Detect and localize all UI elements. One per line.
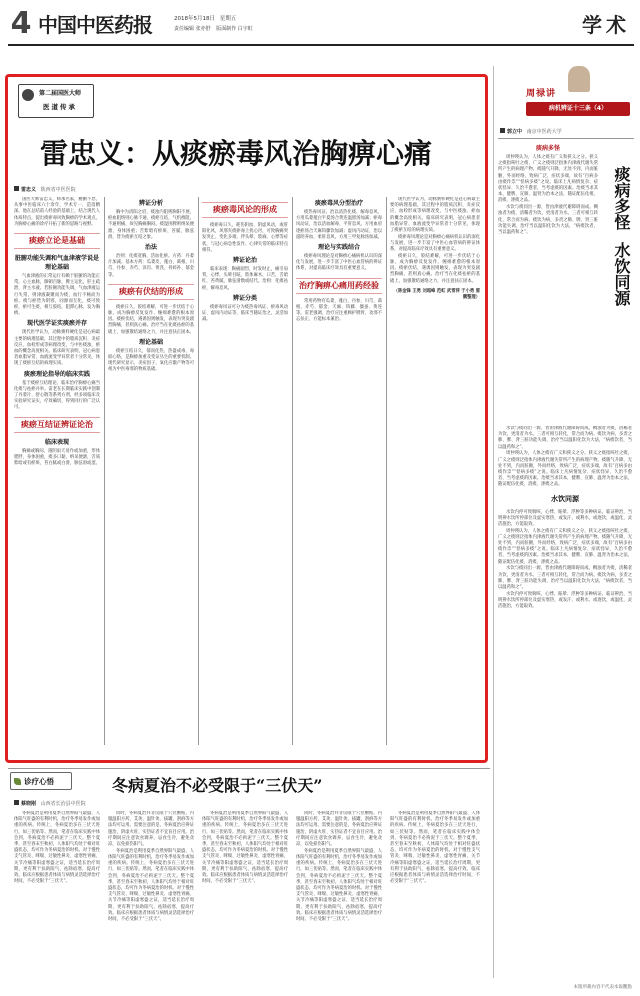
feature-col-1 xyxy=(14,197,100,745)
body-paragraph: 痰瘀互结日久，郁而化热，热盛成毒，毒损心络，是胸痹加重及变证丛生的重要机制。现代研究显示，炎症因子、氧化应激产物等可视为中医毒邪的物质基础。 xyxy=(108,348,194,373)
feature-col-5 xyxy=(390,197,480,745)
author-affiliation: 陕西省中医医院 xyxy=(40,187,76,193)
bottom-col-2 xyxy=(108,811,194,979)
subhead-2a: 临床表现 xyxy=(44,438,69,446)
editor: 责任编辑 张亦舒 xyxy=(174,26,211,32)
column-rule xyxy=(104,197,105,745)
body-paragraph: 冬病夏治是利用夏季自然界阳气最盛、人体阳气旺盛的有利时机，治疗冬季易发作或加重的疾病。传统上，冬病夏治多在三伏天进行，如三伏贴等。然而，笔者在临床实践中体会到，冬病夏治不必拘泥于三伏天。整个夏季，甚至春末至秋初，人体阳气均处于相对旺盛状态，均可作为冬病夏治的时机。对于慢性支气管炎、哮喘、过敏性鼻炎、虚寒性胃痛、关节冷痛等阳虚寒盛之证，适当延长治疗周期，更有利于扶助阳气、祛除宿寒，提高疗效。临床应根据患者体质与病情灵活选择治疗时间，不必受限于“三伏天”。 xyxy=(390,811,480,885)
subhead-4a: 辨证论治 xyxy=(232,257,257,265)
column-rule xyxy=(292,197,293,745)
bottom-tag xyxy=(10,772,72,790)
sidebar-body xyxy=(498,142,598,422)
body-paragraph: 痰瘀毒风理论是对胸痹心痛病机认识的深化与发展，进一步丰富了中医心血管病的辨证体系，对提高临床疗效具有重要意义。 xyxy=(390,234,480,253)
subhead-5: 痰瘀毒风分型治疗 xyxy=(314,200,363,207)
body-paragraph: 痰瘀日久，胶结难解，可进一步伏结于心脉，成为胸痹反复发作、缠绵难愈的根本原因。痰瘀伏结，遇诱因则触发，表现为突发剧烈胸痛，甚则真心痛。治疗当在化痰祛瘀的基础上，加强散结通络之力，并注意扶正固本。 xyxy=(390,253,480,284)
sidebar-author: 郭立中 xyxy=(507,129,523,135)
bottom-tag-label: 诊疗心悟 xyxy=(24,777,54,786)
body-paragraph: 临床表现：胸痛剧烈，时发时止，痛引肩背，心悸，头晕目眩，肢体麻木，口苦，舌暗红，苔黄腻，脉弦滑数或结代。治则：化痰祛瘀，解毒息风。 xyxy=(202,267,288,291)
sidebar-affiliation: 南京中医药大学 xyxy=(526,129,562,135)
bottom-col-1 xyxy=(14,811,100,979)
feature-col-4 xyxy=(296,197,382,745)
body-paragraph: 现代医学认为，动脉粥样硬化是冠心病最主要的病理基础，其过程中的脂质沉积、炎症反应、血栓形成等病理改变，与中医痰浊、瘀血的概念高度相关。临床研究表明，冠心病患者血脂异常、血液流变学异常者十分常见，体现了痰瘀互结的病理实质。 xyxy=(14,330,100,367)
body-paragraph: 周仲瑛认为，人体之痰有广义和狭义之分。狭义之痰指咳吐之痰，广义之痰则泛指体内津液代谢失常所产生的病理产物。痰随气升降，无处不到，内而脏腑，外而经络，致病广泛，症状多端，故有“百病多由痰作祟”“怪病多痰”之说。临床上凡病情复杂、症状怪异、久治不愈者，当考虑痰的因素。治痰当求其本，健脾、宣肺、温肾为治本之法，随证配伍化痰、消痰、涤痰之品。 xyxy=(498,528,632,565)
byline-marker xyxy=(500,128,505,133)
subhead-1a: 脏腑功能失调和气血津液学说是理论基础 xyxy=(14,255,99,272)
body-paragraph: 周仲瑛认为，人体之痰有广义和狭义之分。狭义之痰指咳吐之痰，广义之痰则泛指体内津液代谢失常所产生的病理产物。痰随气升降，无处不到，内而脏腑，外而经络，致病广泛，症状多端，故有“百病多由痰作祟”“怪病多痰”之说。临床上凡病情复杂、症状怪异、久治不愈者，当考虑痰的因素。治痰当求其本，健脾、宣肺、温肾为治本之法，随证配伍化痰、消痰、涤痰之品。 xyxy=(498,155,598,204)
byline-marker xyxy=(14,800,19,805)
sidebar-body-lower xyxy=(498,426,632,978)
subhead-2b: 辨证分析 xyxy=(138,200,163,207)
body-paragraph: 痰瘀毒日久，耗伤阴血，阴虚风动，或肝阳化风，风邪夹痰瘀毒上扰心窍，可致胸痛突发突止、变化多端，伴头晕、肢麻、心悸等症状，与冠心病急性发作、心律失常的临床特点相符。 xyxy=(202,223,288,253)
sidebar-rule xyxy=(498,138,634,139)
bottom-headline: 冬病夏治不必受限于“三伏天” xyxy=(112,776,323,795)
contributors-note: （陈金锋 王勇 刘超峰 范虹 武雪萍 于小勇 雷鹏整理） xyxy=(393,288,480,301)
vertical-title-2: 水饮同源 xyxy=(612,241,631,306)
section-label: 学术 xyxy=(582,13,630,37)
body-paragraph: 痰热毒风证，治以清热化痰、解毒息风，方用瓜蒌薤白半夏汤合黄连温胆汤加减；瘀毒风动证，治以活血解毒、平肝息风，方用血府逐瘀汤合天麻钩藤饮加减；虚风内动证，治以滋阴养血、柔肝息风，方用三甲复脉汤加减。 xyxy=(296,210,382,240)
sidebar-section-title: 痰病多怪 xyxy=(535,145,560,152)
masthead xyxy=(8,6,634,46)
body-paragraph: 冬病夏治是利用夏季自然界阳气最盛、人体阳气旺盛的有利时机，治疗冬季易发作或加重的疾病。传统上，冬病夏治多在三伏天进行，如三伏贴等。然而，笔者在临床实践中体会到，冬病夏治不必拘泥于三伏天。整个夏季，甚至春末至秋初，人体阳气均处于相对旺盛状态，均可作为冬病夏治的时机。对于慢性支气管炎、哮喘、过敏性鼻炎、虚寒性胃痛、关节冷痛等阳虚寒盛之证，适当延长治疗周期，更有利于扶助阳气、祛除宿寒，提高疗效。临床应根据患者体质与病情灵活选择治疗时间，不必受限于“三伏天”。 xyxy=(296,848,382,922)
ornament-icon xyxy=(22,89,34,101)
body-paragraph: 常用药物有瓜蒌、薤白、丹参、川芎、葛根、赤芍、郁金、天麻、钩藤、僵蚕、黄连等。雷老强调，治疗应注重顾护脾胃，攻邪不忘扶正，方能标本兼治。 xyxy=(296,298,382,323)
body-paragraph: 治则：化痰宽胸，活血化瘀。方药：丹蒌片加减。基本方药：瓜蒌皮、薤白、葛根、川芎、丹参、赤芍、泽泻、黄芪、骨碎补、郁金等。 xyxy=(108,254,194,278)
subhead-5a: 理论与实践结合 xyxy=(317,244,360,252)
bottom-col-3 xyxy=(202,811,288,979)
issue-date xyxy=(174,15,236,23)
subhead-1c: 痰瘀理论指导的临床实践 xyxy=(23,370,90,378)
subhead-4b: 辨证分类 xyxy=(232,294,257,302)
body-paragraph: 冬病夏治是利用夏季自然界阳气最盛、人体阳气旺盛的有利时机，治疗冬季易发作或加重的疾病。传统上，冬病夏治多在三伏天进行，如三伏贴等。然而，笔者在临床实践中体会到，冬病夏治不必拘泥于三伏天。整个夏季，甚至春末至秋初，人体阳气均处于相对旺盛状态，均可作为冬病夏治的时机。对于慢性支气管炎、哮喘、过敏性鼻炎、虚寒性胃痛、关节冷痛等阳虚寒盛之证，适当延长治疗周期，更有利于扶助阳气、祛除宿寒，提高疗效。临床应根据患者体质与病情灵活选择治疗时间，不必受限于“三伏天”。 xyxy=(108,848,194,922)
bottom-top-rule xyxy=(8,768,490,769)
body-paragraph: 痰瘀毒风证可分为痰热毒风证、瘀毒风动证、虚风内动证等，临床当随证治之，灵活加减。 xyxy=(202,304,288,323)
sidebar-subhead: 水饮同源 xyxy=(551,494,579,503)
body-paragraph: 水饮与痰同出一源，皆由津液代谢障碍而成。稠浊者为痰，清稀者为饮，更清者为水。三者可相互转化，常合而为病。痰饮为病，多责之肺、脾、肾三脏功能失调，治疗当以温阳化饮为大法，“病痰饮者，当以温药和之”。 xyxy=(498,566,632,590)
byline-marker xyxy=(14,186,19,191)
badge-line-1: 第二届国医大师 xyxy=(39,90,82,97)
body-paragraph: 痰瘀毒风理论是对胸痹心痛病机认识的深化与发展，进一步丰富了中医心血管病的辨证体系，对提高临床疗效具有重要意义。 xyxy=(296,254,382,272)
feature-col-3 xyxy=(202,197,288,745)
body-paragraph: 胸痛或胸闷，遇阴雨天易作或加重，形体肥胖，身体困重，痰多口黏，纳呆便溏，舌质紫暗或有瘀斑，苔白腻或白滑，脉弦滑或涩。 xyxy=(14,448,100,467)
body-paragraph: 周仲瑛认为，人体之痰有广义和狭义之分。狭义之痰指咳吐之痰，广义之痰则泛指体内津液代谢失常所产生的病理产物。痰随气升降，无处不到，内而脏腑，外而经络，致病广泛，症状多端，故有“百病多由痰作祟”“怪病多痰”之说。临床上凡病情复杂、症状怪异、久治不愈者，当考虑痰的因素。治痰当求其本，健脾、宣肺、温肾为治本之法，随证配伍化痰、消痰、涤痰之品。 xyxy=(498,451,632,488)
body-paragraph: 水饮内停可致喘咳、心悸、眩晕、浮肿等多种病证。临证辨治，当明辨水饮所停部位及虚实寒热，或发汗，或利水，或逐饮，或温化，灵活施治，方能取效。 xyxy=(498,509,632,527)
sidebar-column-subtitle: 病机辨证十三条（4） xyxy=(526,102,630,116)
body-paragraph: 冬病夏治是利用夏季自然界阳气最盛、人体阳气旺盛的有利时机，治疗冬季易发作或加重的疾病。传统上，冬病夏治多在三伏天进行，如三伏贴等。然而，笔者在临床实践中体会到，冬病夏治不必拘泥于三伏天。整个夏季，甚至春末至秋初，人体阳气均处于相对旺盛状态，均可作为冬病夏治的时机。对于慢性支气管炎、哮喘、过敏性鼻炎、虚寒性胃痛、关节冷痛等阳虚寒盛之证，适当延长治疗周期，更有利于扶助阳气、祛除宿寒，提高疗效。临床应根据患者体质与病情灵活选择治疗时间，不必受限于“三伏天”。 xyxy=(202,811,288,885)
feature-col-2 xyxy=(108,197,194,745)
body-paragraph: 现代医学认为，动脉粥样硬化是冠心病最主要的病理基础，其过程中的脂质沉积、炎症反应、血栓形成等病理改变，与中医痰浊、瘀血的概念高度相关。临床研究表明，冠心病患者血脂异常、血液流变学异常者十分常见，体现了痰瘀互结的病理实质。 xyxy=(390,197,480,234)
leaf-icon xyxy=(14,778,21,785)
page-footer: 本版所載內容不代表本報觀點 xyxy=(573,985,632,990)
bottom-byline xyxy=(14,800,86,808)
body-paragraph: 痰瘀日久，胶结难解，可进一步伏结于心脉，成为胸痹反复发作、缠绵难愈的根本原因。痰瘀伏结，遇诱因则触发，表现为突发剧烈胸痛，甚则真心痛。治疗当在化痰祛瘀的基础上，加强散结通络之力，并注意扶正固本。 xyxy=(108,304,194,335)
body-paragraph: 基于痰瘀互结理论，临床治疗胸痹心痛当化痰与祛瘀并举。雷老在长期临床实践中创制了丹蒌片、舒心散等系列方剂，经多项临床及实验研究证实，疗效确切，得到同行的广泛认可。 xyxy=(14,380,100,411)
column-rule xyxy=(386,197,387,745)
subhead-1b: 现代医学证实痰瘀并存 xyxy=(26,320,87,328)
weekday: 星期五 xyxy=(219,16,237,22)
sidebar-byline xyxy=(500,128,562,136)
paper-name: 中国中医药报 xyxy=(38,13,152,37)
bottom-col-4 xyxy=(296,811,382,979)
body-paragraph: 水饮与痰同出一源，皆由津液代谢障碍而成。稠浊者为痰，清稀者为饮，更清者为水。三者可相互转化，常合而为病。痰饮为病，多责之肺、脾、肾三脏功能失调，治疗当以温阳化饮为大法，“病痰饮者，当以温药和之”。 xyxy=(498,426,632,450)
feature-byline xyxy=(14,186,76,194)
bottom-affiliation: 山西省长治县中医院 xyxy=(40,801,86,807)
author-name: 雷忠义 xyxy=(21,187,37,193)
body-paragraph: 冬病夏治是利用夏季自然界阳气最盛、人体阳气旺盛的有利时机，治疗冬季易发作或加重的疾病。传统上，冬病夏治多在三伏天进行，如三伏贴等。然而，笔者在临床实践中体会到，冬病夏治不必拘泥于三伏天。整个夏季，甚至春末至秋初，人体阳气均处于相对旺盛状态，均可作为冬病夏治的时机。对于慢性支气管炎、哮喘、过敏性鼻炎、虚寒性胃痛、关节冷痛等阳虚寒盛之证，适当延长治疗周期，更有利于扶助阳气、祛除宿寒，提高疗效。临床应根据患者体质与病情灵活选择治疗时间，不必受限于“三伏天”。 xyxy=(14,811,100,885)
badge-line-2: 医道传承 xyxy=(43,103,77,111)
body-paragraph: 水饮内停可致喘咳、心悸、眩晕、浮肿等多种病证。临证辨治，当明辨水饮所停部位及虚实寒热，或发汗，或利水，或逐饮，或温化，灵活施治，方能取效。 xyxy=(498,591,632,610)
series-badge xyxy=(18,84,94,118)
body-paragraph: 水饮与痰同出一源，皆由津液代谢障碍而成。稠浊者为痰，清稀者为饮，更清者为水。三者可相互转化，常合而为病。痰饮为病，多责之肺、脾、肾三脏功能失调，治疗当以温阳化饮为大法，“病痰饮者，当以温药和之”。 xyxy=(498,205,598,235)
body-paragraph: 胸中为清阳之府，痰浊内阻则胸阳不展，瘀血阻络则心脉不通，痰瘀互结，气机痹阻，不通则痛，故见胸痛胸闷。痰湿困脾则纳呆便溏，身体困重；舌紫暗有瘀斑、苔腻、脉弦滑，皆为痰瘀互结之象。 xyxy=(108,210,194,240)
subhead-1: 痰瘀立论是基础 xyxy=(14,233,100,249)
subhead-6: 治疗胸痹心痛用药经验 xyxy=(296,278,382,294)
sidebar-portrait xyxy=(568,66,590,92)
subhead-2: 痰瘀互结证辨证论治 xyxy=(14,417,100,433)
body-paragraph: 同时，冬病夏治并非仅限于穴位敷贴，内服温阳方药、艾灸、温针灸、拔罐、刮痧等方法均可运用。需要注意的是，冬病夏治应辨证施治，阴虚火旺、实热证者不宜盲目应用。治疗期间应注意饮食调养，忌食生冷，避免贪凉，以免损伤阳气。 xyxy=(108,811,194,848)
vertical-title-1: 痰病多怪 xyxy=(612,166,631,230)
designer: 版面制作 白宇虹 xyxy=(216,26,253,32)
feature-headline: 雷忠义：从痰瘀毒风治胸痹心痛 xyxy=(40,137,433,170)
subhead-3a: 理论基础 xyxy=(138,338,163,346)
sidebar-vertical-title xyxy=(604,166,634,316)
date: 2018年5月18日 xyxy=(174,16,215,22)
bottom-author: 蔡晓刚 xyxy=(21,801,37,807)
subhead-3: 痰瘀有伏结的形成 xyxy=(108,284,194,300)
column-rule xyxy=(198,197,199,745)
bottom-col-5 xyxy=(390,811,480,979)
staff-line xyxy=(174,25,253,33)
subhead-4: 痰瘀毒风论的形成 xyxy=(202,202,288,218)
body-paragraph: 同时，冬病夏治并非仅限于穴位敷贴，内服温阳方药、艾灸、温针灸、拔罐、刮痧等方法均可运用。需要注意的是，冬病夏治应辨证施治，阴虚火旺、实热证者不宜盲目应用。治疗期间应注意饮食调养，忌食生冷，避免贪凉，以免损伤阳气。 xyxy=(296,811,382,848)
page-number: 4 xyxy=(10,6,32,41)
sidebar-column-name: 周禄讲 xyxy=(526,89,557,99)
body-paragraph: 气血津液的正常运行有赖于脏腑的功能正常。心主血脉，肺朝百脉，脾主运化，肝主疏泄，肾主水液。若脏腑功能失调，气血津液运行失常，则津液凝聚而为痰，血行不畅而为瘀。痰与瘀皆为阴邪，同源而互化，痰可致瘀，瘀可生痰，相互胶结，阻滞心脉，发为胸痹。 xyxy=(14,274,100,317)
intro-paragraph: 国医大师雷忠义，师承名家，精勤不怠，从事中医临床六十余年，学术专一，造诣精深。他在总结前人经验的基础上，结合现代人体质特点，提出痰瘀毒风致胸痹的学术观点，为胸痹心痛的诊疗开拓了新的思路与视野。 xyxy=(14,197,100,227)
sidebar-divider xyxy=(493,66,494,978)
subhead-2c: 治法 xyxy=(144,244,157,252)
